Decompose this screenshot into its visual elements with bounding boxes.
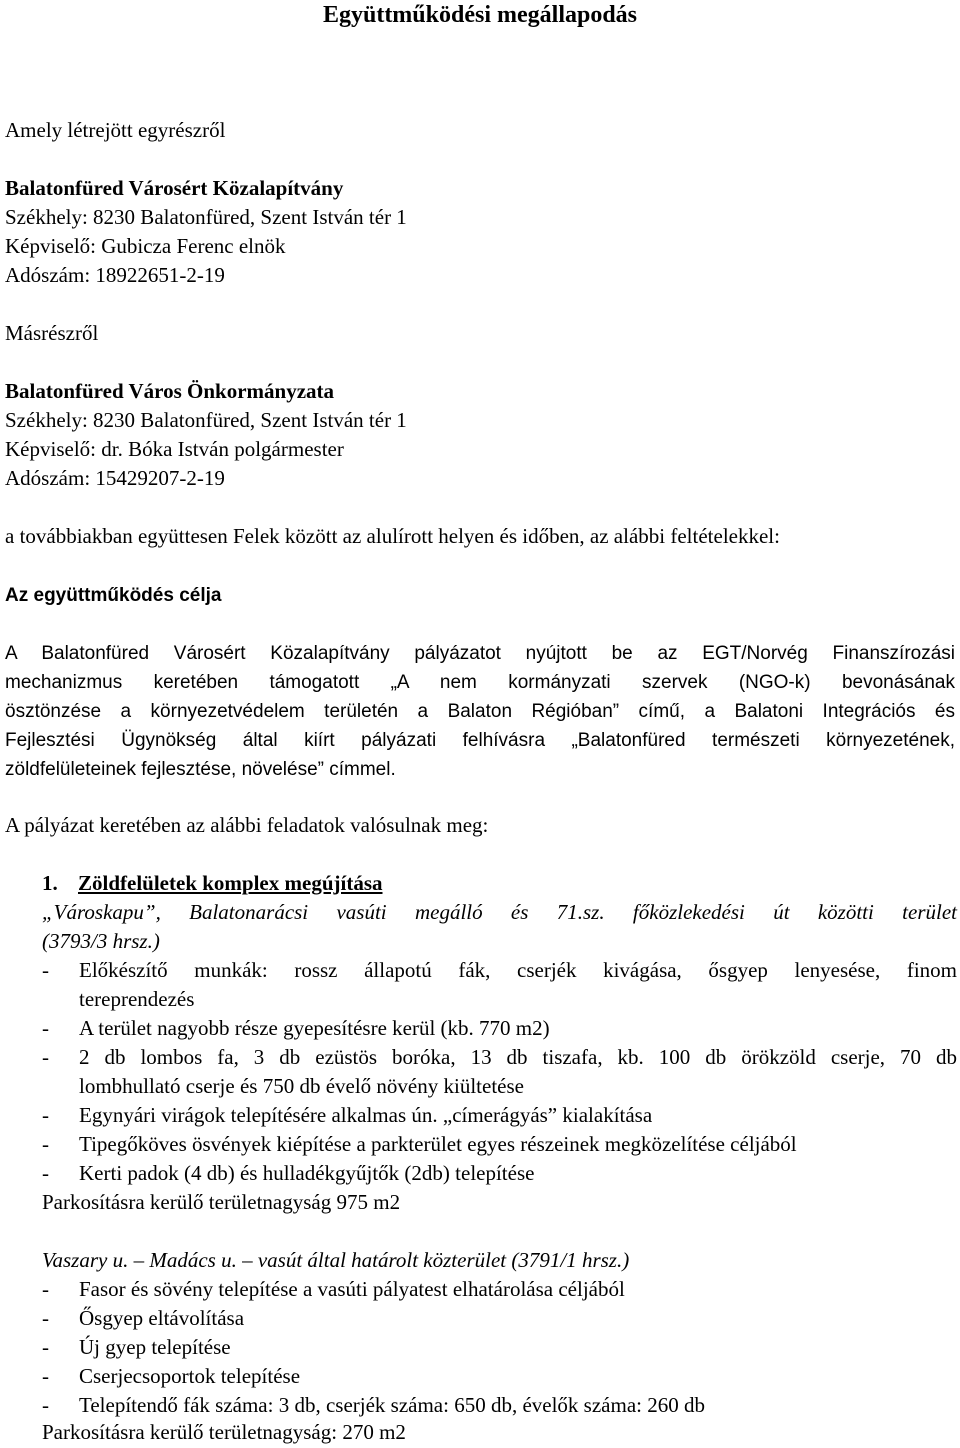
list-item <box>42 1043 957 1101</box>
area2-title: Vaszary u. – Madács u. – vasút által határolt közterület (3791/1 hrsz.) <box>42 1248 630 1272</box>
list-item-text: Egynyári virágok telepítésére alkalmas ún. „címerágyás” kialakítása <box>79 1103 653 1127</box>
party2-name: Balatonfüred Város Önkormányzata <box>5 379 335 403</box>
tasks-intro: A pályázat keretében az alábbi feladatok valósulnak meg: <box>5 813 489 837</box>
area2-total: Parkosításra kerülő területnagyság: 270 m2 <box>42 1420 406 1444</box>
list-item-text: Telepítendő fák száma: 3 db, cserjék száma: 650 db, évelők száma: 260 db <box>79 1393 705 1417</box>
party2-representative: Képviselő: dr. Bóka István polgármester <box>5 437 344 461</box>
other-party-intro: Másrészről <box>5 321 99 345</box>
list-item-text: Tipegőköves ösvények kiépítése a parkterület egyes részeinek megközelítése céljából <box>79 1132 797 1156</box>
area1-title-line: „Városkapu”, Balatonarácsi vasúti megálló és 71.sz. főközlekedési út közötti terület <box>42 900 957 924</box>
list-item <box>42 1362 957 1391</box>
section-heading: Zöldfelületek komplex megújítása <box>78 871 383 895</box>
goal-line: Fejlesztési Ügynökség által kiírt pályázati felhívásra „Balatonfüred természeti környezetének, <box>5 730 955 751</box>
list-dash: - <box>42 1161 49 1185</box>
list-item-text: Kerti padok (4 db) és hulladékgyűjtők (2db) telepítése <box>79 1161 535 1185</box>
list-item <box>42 1159 957 1188</box>
list-dash: - <box>42 1364 49 1388</box>
list-dash: - <box>42 1132 49 1156</box>
area1-title-line: (3793/3 hrsz.) <box>42 929 160 953</box>
list-dash: - <box>42 958 49 982</box>
list-item-text: A terület nagyobb része gyepesítésre kerül (kb. 770 m2) <box>79 1016 550 1040</box>
document-title: Együttműködési megállapodás <box>322 2 638 28</box>
list-item-text: Ősgyep eltávolítása <box>79 1306 245 1330</box>
party1-representative: Képviselő: Gubicza Ferenc elnök <box>5 234 286 258</box>
list-item-text: lombhullató cserje és 750 db évelő növény kiültetése <box>79 1074 524 1098</box>
goal-line: ösztönzése a környezetvédelem területén a Balaton Régióban” című, a Balatoni Integrációs és <box>5 701 955 722</box>
party1-name: Balatonfüred Városért Közalapítvány <box>5 176 344 200</box>
list-dash: - <box>42 1335 49 1359</box>
list-item <box>42 1130 957 1159</box>
goal-heading: Az együttműködés célja <box>5 585 222 606</box>
list-dash: - <box>42 1306 49 1330</box>
list-dash: - <box>42 1103 49 1127</box>
list-item-text: 2 db lombos fa, 3 db ezüstös boróka, 13 db tiszafa, kb. 100 db örökzöld cserje, 70 db <box>79 1045 957 1069</box>
section-number: 1. <box>42 871 58 895</box>
party2-tax-number: Adószám: 15429207-2-19 <box>5 466 225 490</box>
list-item-text: Új gyep telepítése <box>79 1335 231 1359</box>
list-item <box>42 1333 957 1362</box>
area1-total: Parkosításra kerülő területnagyság 975 m2 <box>42 1190 401 1214</box>
list-dash: - <box>42 1045 49 1069</box>
list-item <box>42 956 957 1014</box>
parties-clause: a továbbiakban együttesen Felek között az alulírott helyen és időben, az alábbi feltételekkel: <box>5 524 780 548</box>
list-item <box>42 1391 957 1420</box>
list-item-text: Fasor és sövény telepítése a vasúti pályatest elhatárolása céljából <box>79 1277 625 1301</box>
goal-line: zöldfelületeinek fejlesztése, növelése” címmel. <box>5 759 396 780</box>
list-dash: - <box>42 1393 49 1417</box>
goal-line: mechanizmus keretében támogatott „A nem kormányzati szervek (NGO-k) bevonásának <box>5 672 955 693</box>
list-item-text: Előkészítő munkák: rossz állapotú fák, cserjék kivágása, ősgyep lenyesése, finom <box>79 958 957 982</box>
list-dash: - <box>42 1277 49 1301</box>
party1-seat: Székhely: 8230 Balatonfüred, Szent István tér 1 <box>5 205 407 229</box>
area1-title <box>42 898 957 956</box>
list-item-text: tereprendezés <box>79 987 195 1011</box>
party2-seat: Székhely: 8230 Balatonfüred, Szent István tér 1 <box>5 408 407 432</box>
list-item-text: Cserjecsoportok telepítése <box>79 1364 301 1388</box>
list-item <box>42 1101 957 1130</box>
list-item <box>42 1014 957 1043</box>
goal-paragraph <box>5 639 955 784</box>
party1-tax-number: Adószám: 18922651-2-19 <box>5 263 225 287</box>
list-item <box>42 1275 957 1304</box>
list-dash: - <box>42 1016 49 1040</box>
intro-text: Amely létrejött egyrészről <box>5 118 226 142</box>
goal-line: A Balatonfüred Városért Közalapítvány pályázatot nyújtott be az EGT/Norvég Finanszírozási <box>5 643 955 664</box>
list-item <box>42 1304 957 1333</box>
